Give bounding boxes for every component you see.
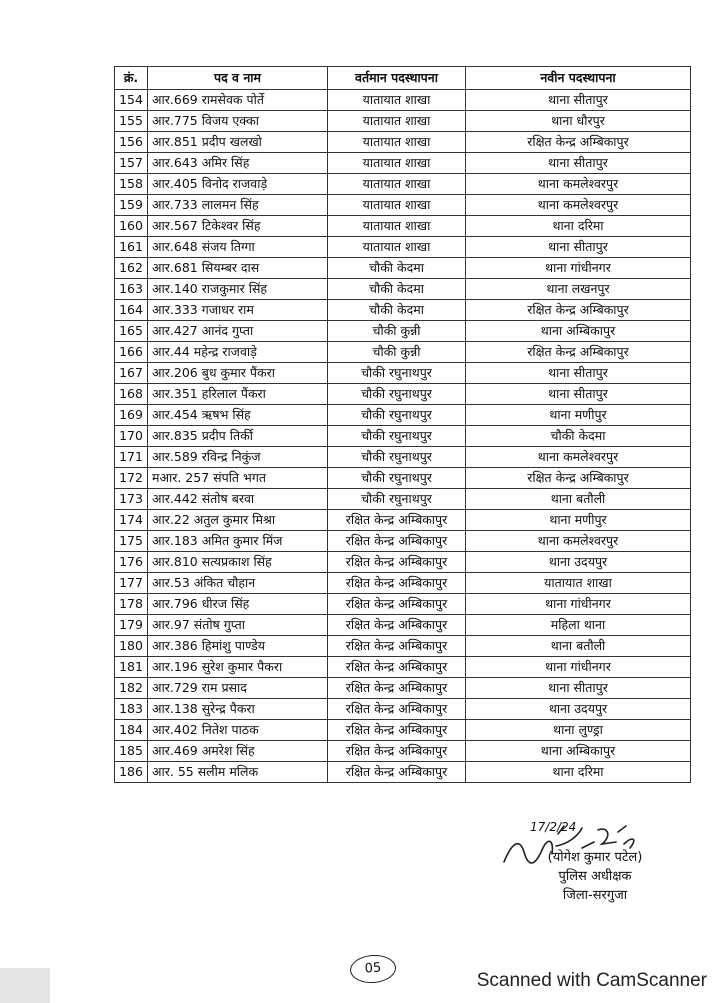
- new-posting-cell: महिला थाना: [466, 615, 691, 636]
- current-posting-cell: रक्षित केन्द्र अम्बिकापुर: [328, 531, 466, 552]
- new-posting-cell: थाना सीतापुर: [466, 237, 691, 258]
- new-posting-cell: रक्षित केन्द्र अम्बिकापुर: [466, 132, 691, 153]
- serial-no-cell: 178: [115, 594, 148, 615]
- post-name-cell: आर.196 सुरेश कुमार पैकरा: [148, 657, 328, 678]
- serial-no-cell: 158: [115, 174, 148, 195]
- post-name-cell: आर.851 प्रदीप खलखो: [148, 132, 328, 153]
- current-posting-cell: यातायात शाखा: [328, 153, 466, 174]
- table-row: [115, 720, 691, 741]
- table-row: [115, 405, 691, 426]
- serial-no-cell: 159: [115, 195, 148, 216]
- table-row: [115, 510, 691, 531]
- current-posting-cell: चौकी रघुनाथपुर: [328, 468, 466, 489]
- post-name-cell: आर.402 नितेश पाठक: [148, 720, 328, 741]
- table-row: [115, 174, 691, 195]
- new-posting-cell: थाना कमलेश्वरपुर: [466, 195, 691, 216]
- post-name-cell: आर.442 संतोष बरवा: [148, 489, 328, 510]
- officer-name: (योगेश कुमार पटेल): [547, 850, 643, 865]
- current-posting-cell: यातायात शाखा: [328, 132, 466, 153]
- serial-no-cell: 173: [115, 489, 148, 510]
- serial-no-cell: 157: [115, 153, 148, 174]
- current-posting-cell: रक्षित केन्द्र अम्बिकापुर: [328, 552, 466, 573]
- current-posting-cell: रक्षित केन्द्र अम्बिकापुर: [328, 615, 466, 636]
- scanner-watermark: Scanned with CamScanner: [476, 970, 707, 991]
- table-row: [115, 468, 691, 489]
- current-posting-cell: चौकी रघुनाथपुर: [328, 363, 466, 384]
- header-post-name: पद व नाम: [148, 67, 328, 90]
- new-posting-cell: थाना सीतापुर: [466, 384, 691, 405]
- current-posting-cell: रक्षित केन्द्र अम्बिकापुर: [328, 720, 466, 741]
- post-name-cell: आर.140 राजकुमार सिंह: [148, 279, 328, 300]
- new-posting-cell: रक्षित केन्द्र अम्बिकापुर: [466, 300, 691, 321]
- new-posting-cell: थाना गांधीनगर: [466, 657, 691, 678]
- current-posting-cell: यातायात शाखा: [328, 174, 466, 195]
- new-posting-cell: थाना सीतापुर: [466, 363, 691, 384]
- post-name-cell: आर.775 विजय एक्का: [148, 111, 328, 132]
- new-posting-cell: थाना उदयपुर: [466, 552, 691, 573]
- officer-district: जिला-सरगुजा: [562, 888, 628, 903]
- table-row: [115, 573, 691, 594]
- serial-no-cell: 160: [115, 216, 148, 237]
- post-name-cell: आर.53 अंकित चौहान: [148, 573, 328, 594]
- current-posting-cell: रक्षित केन्द्र अम्बिकापुर: [328, 573, 466, 594]
- page-number-stamp: 05: [349, 953, 397, 984]
- serial-no-cell: 181: [115, 657, 148, 678]
- new-posting-cell: थाना अम्बिकापुर: [466, 321, 691, 342]
- post-name-cell: आर.405 विनोद राजवाड़े: [148, 174, 328, 195]
- serial-no-cell: 184: [115, 720, 148, 741]
- serial-no-cell: 174: [115, 510, 148, 531]
- serial-no-cell: 186: [115, 762, 148, 783]
- post-name-cell: आर.589 रविन्द्र निकुंज: [148, 447, 328, 468]
- post-name-cell: आर.351 हरिलाल पैंकरा: [148, 384, 328, 405]
- header-serial-no: क्रं.: [115, 67, 148, 90]
- table-row: [115, 594, 691, 615]
- table-row: [115, 615, 691, 636]
- current-posting-cell: रक्षित केन्द्र अम्बिकापुर: [328, 741, 466, 762]
- new-posting-cell: थाना बतौली: [466, 489, 691, 510]
- serial-no-cell: 177: [115, 573, 148, 594]
- serial-no-cell: 162: [115, 258, 148, 279]
- table-row: [115, 300, 691, 321]
- new-posting-cell: थाना उदयपुर: [466, 699, 691, 720]
- post-name-cell: आर.386 हिमांशु पाण्डेय: [148, 636, 328, 657]
- post-name-cell: आर.333 गजाधर राम: [148, 300, 328, 321]
- transfer-table: [114, 66, 691, 783]
- serial-no-cell: 175: [115, 531, 148, 552]
- new-posting-cell: थाना अम्बिकापुर: [466, 741, 691, 762]
- current-posting-cell: रक्षित केन्द्र अम्बिकापुर: [328, 678, 466, 699]
- post-name-cell: आर.22 अतुल कुमार मिश्रा: [148, 510, 328, 531]
- current-posting-cell: रक्षित केन्द्र अम्बिकापुर: [328, 594, 466, 615]
- table-header-row: [115, 67, 691, 90]
- new-posting-cell: थाना दरिमा: [466, 216, 691, 237]
- post-name-cell: आर.427 आनंद गुप्ता: [148, 321, 328, 342]
- table-row: [115, 363, 691, 384]
- post-name-cell: आर.206 बुध कुमार पैंकरा: [148, 363, 328, 384]
- current-posting-cell: रक्षित केन्द्र अम्बिकापुर: [328, 699, 466, 720]
- table-row: [115, 321, 691, 342]
- new-posting-cell: थाना सीतापुर: [466, 678, 691, 699]
- serial-no-cell: 169: [115, 405, 148, 426]
- new-posting-cell: थाना कमलेश्वरपुर: [466, 531, 691, 552]
- post-name-cell: आर.469 अमरेश सिंह: [148, 741, 328, 762]
- new-posting-cell: थाना मणीपुर: [466, 510, 691, 531]
- serial-no-cell: 170: [115, 426, 148, 447]
- serial-no-cell: 185: [115, 741, 148, 762]
- serial-no-cell: 161: [115, 237, 148, 258]
- serial-no-cell: 166: [115, 342, 148, 363]
- current-posting-cell: यातायात शाखा: [328, 237, 466, 258]
- serial-no-cell: 176: [115, 552, 148, 573]
- post-name-cell: आर.835 प्रदीप तिर्की: [148, 426, 328, 447]
- serial-no-cell: 163: [115, 279, 148, 300]
- new-posting-cell: थाना दरिमा: [466, 762, 691, 783]
- serial-no-cell: 171: [115, 447, 148, 468]
- table-row: [115, 153, 691, 174]
- new-posting-cell: थाना सीतापुर: [466, 153, 691, 174]
- current-posting-cell: रक्षित केन्द्र अम्बिकापुर: [328, 762, 466, 783]
- new-posting-cell: थाना बतौली: [466, 636, 691, 657]
- header-current-posting: वर्तमान पदस्थापना: [328, 67, 466, 90]
- signature-date: 17/2/24: [530, 820, 577, 834]
- serial-no-cell: 156: [115, 132, 148, 153]
- post-name-cell: आर.648 संजय तिग्गा: [148, 237, 328, 258]
- current-posting-cell: चौकी केदमा: [328, 300, 466, 321]
- post-name-cell: आर.729 राम प्रसाद: [148, 678, 328, 699]
- serial-no-cell: 168: [115, 384, 148, 405]
- new-posting-cell: थाना कमलेश्वरपुर: [466, 447, 691, 468]
- post-name-cell: आर.669 रामसेवक पोर्ते: [148, 90, 328, 111]
- current-posting-cell: चौकी रघुनाथपुर: [328, 447, 466, 468]
- table-row: [115, 342, 691, 363]
- table-row: [115, 195, 691, 216]
- serial-no-cell: 180: [115, 636, 148, 657]
- new-posting-cell: थाना लुण्ड्रा: [466, 720, 691, 741]
- serial-no-cell: 154: [115, 90, 148, 111]
- new-posting-cell: थाना गांधीनगर: [466, 594, 691, 615]
- serial-no-cell: 165: [115, 321, 148, 342]
- post-name-cell: आर.454 ऋषभ सिंह: [148, 405, 328, 426]
- table-row: [115, 384, 691, 405]
- new-posting-cell: थाना धौरपुर: [466, 111, 691, 132]
- table-row: [115, 762, 691, 783]
- post-name-cell: मआर. 257 संपति भगत: [148, 468, 328, 489]
- serial-no-cell: 164: [115, 300, 148, 321]
- serial-no-cell: 155: [115, 111, 148, 132]
- table-row: [115, 447, 691, 468]
- post-name-cell: आर.810 सत्यप्रकाश सिंह: [148, 552, 328, 573]
- post-name-cell: आर.138 सुरेन्द्र पैकरा: [148, 699, 328, 720]
- current-posting-cell: चौकी कुन्नी: [328, 342, 466, 363]
- post-name-cell: आर.567 टिकेश्वर सिंह: [148, 216, 328, 237]
- new-posting-cell: रक्षित केन्द्र अम्बिकापुर: [466, 468, 691, 489]
- table-row: [115, 279, 691, 300]
- current-posting-cell: चौकी कुन्नी: [328, 321, 466, 342]
- signature-block: [520, 820, 670, 905]
- post-name-cell: आर.681 सियम्बर दास: [148, 258, 328, 279]
- table-row: [115, 531, 691, 552]
- table-row: [115, 258, 691, 279]
- current-posting-cell: रक्षित केन्द्र अम्बिकापुर: [328, 510, 466, 531]
- current-posting-cell: चौकी केदमा: [328, 279, 466, 300]
- serial-no-cell: 182: [115, 678, 148, 699]
- serial-no-cell: 172: [115, 468, 148, 489]
- current-posting-cell: यातायात शाखा: [328, 216, 466, 237]
- new-posting-cell: यातायात शाखा: [466, 573, 691, 594]
- new-posting-cell: थाना सीतापुर: [466, 90, 691, 111]
- table-row: [115, 636, 691, 657]
- post-name-cell: आर.97 संतोष गुप्ता: [148, 615, 328, 636]
- current-posting-cell: चौकी रघुनाथपुर: [328, 489, 466, 510]
- post-name-cell: आर.643 अमिर सिंह: [148, 153, 328, 174]
- post-name-cell: आर.183 अमित कुमार मिंज: [148, 531, 328, 552]
- new-posting-cell: थाना लखनपुर: [466, 279, 691, 300]
- new-posting-cell: थाना गांधीनगर: [466, 258, 691, 279]
- post-name-cell: आर. 55 सलीम मलिक: [148, 762, 328, 783]
- current-posting-cell: चौकी केदमा: [328, 258, 466, 279]
- current-posting-cell: रक्षित केन्द्र अम्बिकापुर: [328, 657, 466, 678]
- header-new-posting: नवीन पदस्थापना: [466, 67, 691, 90]
- current-posting-cell: चौकी रघुनाथपुर: [328, 405, 466, 426]
- current-posting-cell: चौकी रघुनाथपुर: [328, 426, 466, 447]
- table-row: [115, 552, 691, 573]
- current-posting-cell: यातायात शाखा: [328, 90, 466, 111]
- current-posting-cell: चौकी रघुनाथपुर: [328, 384, 466, 405]
- serial-no-cell: 179: [115, 615, 148, 636]
- new-posting-cell: चौकी केदमा: [466, 426, 691, 447]
- table-row: [115, 111, 691, 132]
- post-name-cell: आर.733 लालमन सिंह: [148, 195, 328, 216]
- new-posting-cell: थाना कमलेश्वरपुर: [466, 174, 691, 195]
- scan-corner-mark: [0, 968, 50, 1003]
- serial-no-cell: 183: [115, 699, 148, 720]
- table-row: [115, 132, 691, 153]
- table-row: [115, 216, 691, 237]
- serial-no-cell: 167: [115, 363, 148, 384]
- current-posting-cell: यातायात शाखा: [328, 195, 466, 216]
- post-name-cell: आर.796 धीरज सिंह: [148, 594, 328, 615]
- current-posting-cell: यातायात शाखा: [328, 111, 466, 132]
- post-name-cell: आर.44 महेन्द्र राजवाड़े: [148, 342, 328, 363]
- table-row: [115, 237, 691, 258]
- table-row: [115, 90, 691, 111]
- new-posting-cell: थाना मणीपुर: [466, 405, 691, 426]
- table-row: [115, 699, 691, 720]
- table-row: [115, 741, 691, 762]
- table-row: [115, 657, 691, 678]
- table-row: [115, 678, 691, 699]
- table-body: [115, 90, 691, 783]
- new-posting-cell: रक्षित केन्द्र अम्बिकापुर: [466, 342, 691, 363]
- table-row: [115, 426, 691, 447]
- officer-designation: पुलिस अधीक्षक: [558, 869, 632, 884]
- table-row: [115, 489, 691, 510]
- current-posting-cell: रक्षित केन्द्र अम्बिकापुर: [328, 636, 466, 657]
